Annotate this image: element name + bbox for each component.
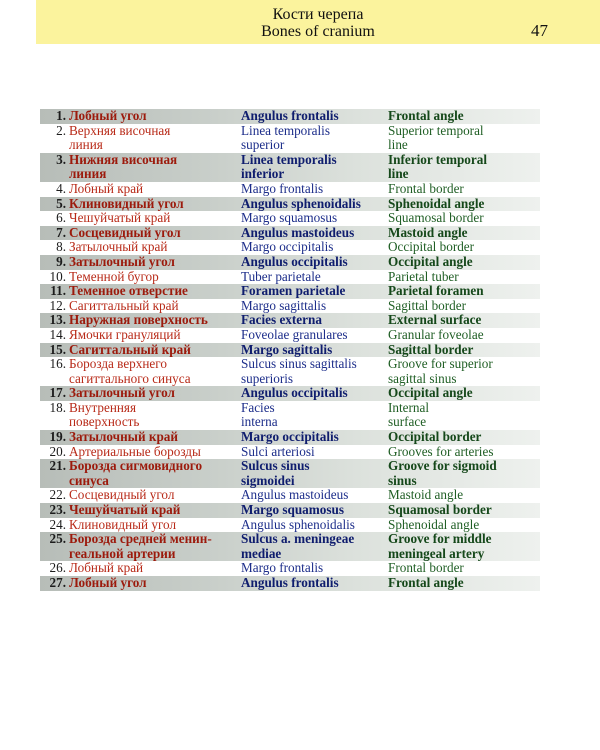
russian-term: Затылочный край — [69, 239, 168, 255]
english-term: Occipital border — [388, 239, 475, 255]
russian-term: Нижняя височная линия — [69, 151, 178, 182]
row-number: 24. — [49, 516, 66, 532]
page-header — [36, 0, 600, 44]
russian-term: Теменной бугор — [69, 268, 159, 284]
table-row — [40, 430, 540, 445]
russian-term: Сосцевидный угол — [69, 487, 175, 503]
english-term: Occipital angle — [388, 253, 473, 269]
table-row — [40, 270, 540, 285]
english-term: Occipital angle — [388, 385, 473, 401]
row-number: 1. — [56, 108, 66, 123]
english-term: Groove for sigmoid sinus — [388, 458, 497, 488]
russian-term: Лобный угол — [69, 108, 147, 123]
russian-term: Борозда верхнего сагиттального синуса — [69, 356, 191, 386]
table-row — [40, 313, 540, 328]
row-number: 5. — [56, 195, 66, 211]
latin-term: Facies interna — [241, 399, 278, 430]
header-title-russian: Кости черепа — [272, 6, 364, 23]
row-number: 26. — [49, 560, 66, 576]
english-term: Mastoid angle — [388, 487, 464, 503]
russian-term: Клиновидный угол — [69, 516, 177, 532]
russian-term: Борозда средней менин- геальной артерии — [69, 531, 212, 561]
latin-term: Margo frontalis — [241, 560, 324, 576]
row-number: 9. — [56, 253, 66, 269]
latin-term: Angulus sphenoidalis — [241, 195, 361, 211]
table-row — [40, 532, 540, 561]
russian-term: Лобный край — [69, 180, 144, 196]
latin-term: Margo occipitalis — [241, 239, 334, 255]
latin-term: Facies externa — [241, 312, 322, 328]
latin-term: Margo sagittalis — [241, 341, 333, 357]
english-term: Sagittal border — [388, 341, 474, 357]
row-number: 7. — [56, 224, 66, 240]
table-row — [40, 299, 540, 314]
russian-term: Ямочки грануляций — [69, 326, 181, 342]
latin-term: Sulcus a. meningeae mediae — [241, 531, 355, 561]
latin-term: Sulci arteriosi — [241, 443, 315, 459]
row-number: 4. — [56, 180, 66, 196]
russian-term: Затылочный угол — [69, 385, 175, 401]
row-number: 25. — [49, 531, 66, 547]
latin-term: Foramen parietale — [241, 283, 346, 299]
russian-term: Затылочный угол — [69, 253, 175, 269]
table-row — [40, 124, 540, 153]
row-number: 21. — [49, 458, 66, 474]
russian-term: Наружная поверхность — [69, 312, 208, 328]
table-row — [40, 503, 540, 518]
russian-term: Борозда сигмовидного синуса — [69, 458, 203, 488]
latin-term: Angulus occipitalis — [241, 253, 348, 269]
table-row — [40, 211, 540, 226]
latin-term: Margo squamosus — [241, 210, 338, 226]
table-row — [40, 182, 540, 197]
latin-term: Linea temporalis superior — [241, 122, 330, 153]
latin-term: Angulus frontalis — [241, 108, 339, 123]
latin-term: Angulus mastoideus — [241, 487, 349, 503]
russian-term: Сагиттальный край — [69, 341, 191, 357]
russian-term: Клиновидный угол — [69, 195, 184, 211]
table-row — [40, 197, 540, 212]
row-number: 27. — [49, 575, 66, 590]
table-row — [40, 255, 540, 270]
table-row — [40, 109, 540, 124]
english-term: Frontal border — [388, 180, 464, 196]
russian-term: Верхняя височная линия — [69, 122, 171, 153]
english-term: Frontal angle — [388, 108, 464, 123]
terms-table — [40, 109, 540, 591]
russian-term: Чешуйчатый край — [69, 502, 181, 518]
english-term: Frontal angle — [388, 575, 464, 590]
table-row — [40, 518, 540, 533]
english-term: Squamosal border — [388, 502, 492, 518]
table-row — [40, 576, 540, 591]
latin-term: Angulus sphenoidalis — [241, 516, 355, 532]
latin-term: Angulus frontalis — [241, 575, 339, 590]
row-number: 8. — [56, 239, 66, 255]
row-number: 14. — [49, 326, 66, 342]
english-term: Granular foveolae — [388, 326, 484, 342]
table-row — [40, 459, 540, 488]
russian-term: Лобный край — [69, 560, 144, 576]
russian-term: Сагиттальный край — [69, 297, 179, 313]
english-term: Groove for superior sagittal sinus — [388, 356, 493, 386]
english-term: Sagittal border — [388, 297, 467, 313]
latin-term: Angulus occipitalis — [241, 385, 348, 401]
russian-term: Сосцевидный угол — [69, 224, 181, 240]
english-term: Superior temporal line — [388, 122, 484, 153]
row-number: 3. — [56, 151, 66, 167]
table-row — [40, 240, 540, 255]
english-term: Groove for middle meningeal artery — [388, 531, 492, 561]
row-number: 19. — [49, 429, 66, 445]
latin-term: Margo frontalis — [241, 180, 324, 196]
header-title-english: Bones of cranium — [261, 23, 375, 40]
latin-term: Margo occipitalis — [241, 429, 339, 445]
table-row — [40, 226, 540, 241]
english-term: Inferior temporal line — [388, 151, 488, 182]
russian-term: Чешуйчатый край — [69, 210, 171, 226]
latin-term: Sulcus sinus sagittalis superioris — [241, 356, 357, 386]
english-term: Sphenoidal angle — [388, 195, 485, 211]
latin-term: Margo sagittalis — [241, 297, 327, 313]
row-number: 13. — [49, 312, 66, 328]
row-number: 12. — [49, 297, 66, 313]
row-number: 15. — [49, 341, 66, 357]
latin-term: Sulcus sinus sigmoidei — [241, 458, 310, 488]
latin-term: Margo squamosus — [241, 502, 344, 518]
english-term: Squamosal border — [388, 210, 484, 226]
russian-term: Лобный угол — [69, 575, 147, 590]
table-row — [40, 445, 540, 460]
latin-term: Angulus mastoideus — [241, 224, 355, 240]
english-term: External surface — [388, 312, 482, 328]
table-row — [40, 386, 540, 401]
row-number: 10. — [49, 268, 66, 284]
english-term: Frontal border — [388, 560, 464, 576]
table-row — [40, 153, 540, 182]
latin-term: Linea temporalis inferior — [241, 151, 337, 182]
english-term: Mastoid angle — [388, 224, 468, 240]
english-term: Grooves for arteries — [388, 443, 494, 459]
russian-term: Артериальные борозды — [69, 443, 201, 459]
russian-term: Теменное отверстие — [69, 283, 188, 299]
row-number: 18. — [49, 399, 66, 415]
latin-term: Tuber parietale — [241, 268, 321, 284]
table-row — [40, 561, 540, 576]
row-number: 22. — [49, 487, 66, 503]
row-number: 23. — [49, 502, 66, 518]
table-row — [40, 343, 540, 358]
row-number: 11. — [50, 283, 66, 299]
table-row — [40, 401, 540, 430]
latin-term: Foveolae granulares — [241, 326, 348, 342]
english-term: Parietal tuber — [388, 268, 459, 284]
table-row — [40, 488, 540, 503]
row-number: 6. — [56, 210, 66, 226]
english-term: Parietal foramen — [388, 283, 484, 299]
english-term: Sphenoidal angle — [388, 516, 480, 532]
row-number: 2. — [56, 122, 66, 138]
russian-term: Затылочный край — [69, 429, 178, 445]
page-number: 47 — [531, 21, 548, 40]
russian-term: Внутренняя поверхность — [69, 399, 140, 430]
table-row — [40, 357, 540, 386]
row-number: 20. — [49, 443, 66, 459]
english-term: Internal surface — [388, 399, 430, 430]
row-number: 17. — [49, 385, 66, 401]
table-row — [40, 284, 540, 299]
english-term: Occipital border — [388, 429, 482, 445]
table-row — [40, 328, 540, 343]
row-number: 16. — [49, 356, 66, 372]
